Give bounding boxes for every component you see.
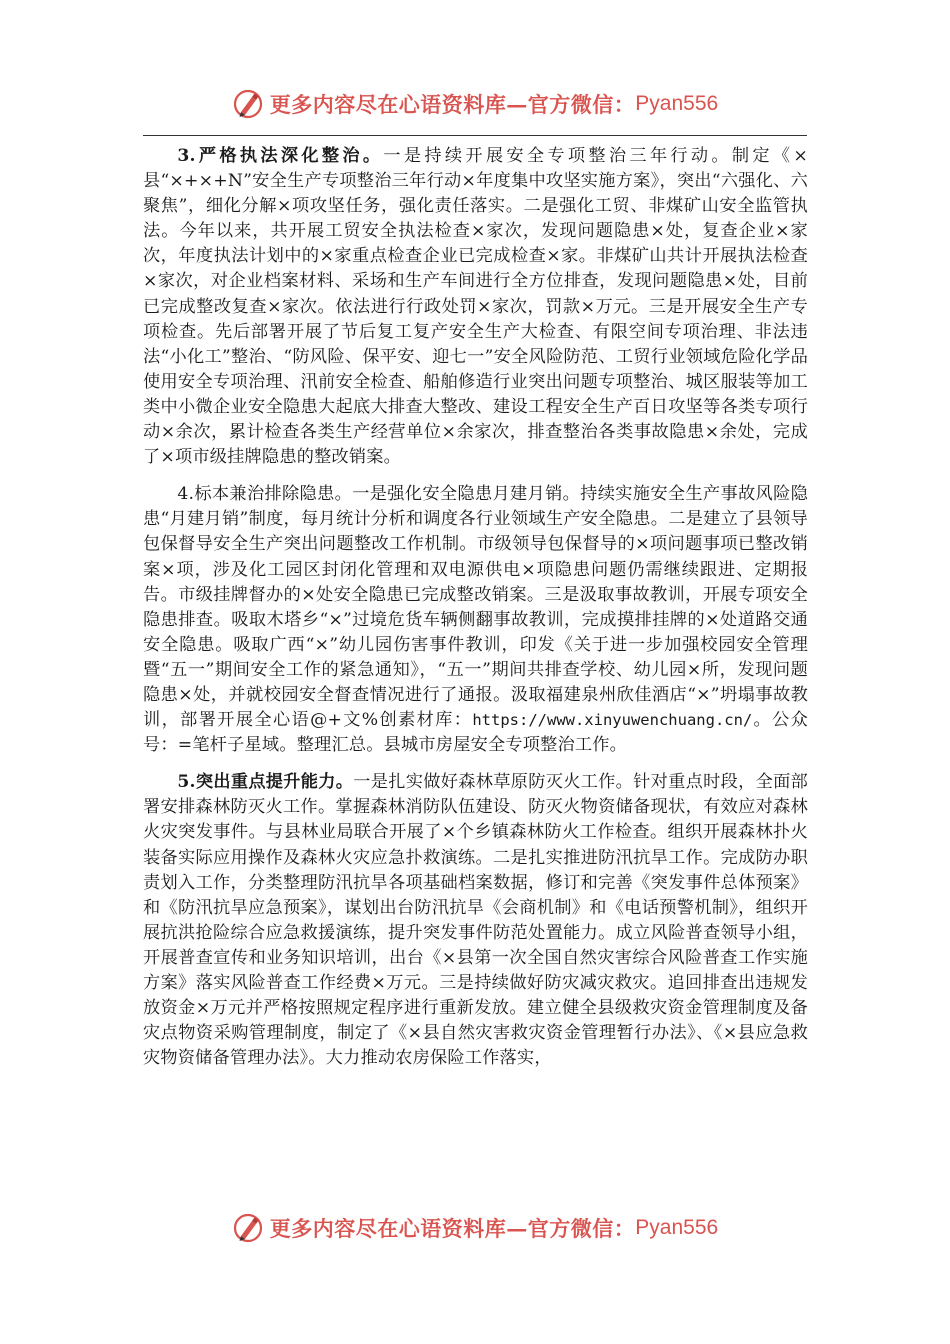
header-banner	[0, 82, 950, 126]
banner-wechat-id: Pyan556	[635, 92, 719, 115]
paragraph-text: 一是持续开展安全专项整治三年行动。制定《×县“×+×+N”安全生产专项整治三年行动×年度集中攻坚实施方案》，突出“六强化、六聚焦”，细化分解×项攻坚任务，强化责任落实。二是强化工贸、非煤矿山安全监管执法。今年以来，共开展工贸安全执法检查×家次，发现问题隐患×处，复查企业×家次，年度执法计划中的×家重点检查企业已完成检查×家。非煤矿山共计开展执法检查×家次，对企业档案材料、采场和生产车间进行全方位排查，发现问题隐患×处，目前已完成整改复查×家次。依法进行行政处罚×家次，罚款×万元。三是开展安全生产专项检查。先后部署开展了节后复工复产安全生产大检查、有限空间专项治理、非法违法“小化工”整治、“防风险、保平安、迎七一”安全风险防范、工贸行业领域危险化学品使用安全专项治理、汛前安全检查、船舶修造行业突出问题专项整治、城区服装等加工类中小微企业安全隐患大起底大排查大整改、建设工程安全生产百日攻坚等各类专项行动×余次，累计检查各类生产经营单位×余家次，排查整治各类事故隐患×余处，完成了×项市级挂牌隐患的整改销案。	[143, 146, 808, 468]
paragraph-5	[143, 770, 808, 1071]
paragraph-text: 一是强化安全隐患月建月销。持续实施安全生产事故风险隐患“月建月销”制度，每月统计分析和调度各行业领域生产安全隐患。二是建立了县领导包保督导安全生产突出问题整改工作机制。市级领导包保督导的×项问题事项已整改销案×项，涉及化工园区封闭化管理和双电源供电×项隐患问题仍需继续跟进、定期报告。市级挂牌督办的×处安全隐患已完成整改销案。三是汲取事故教训，开展专项安全隐患排查。吸取木塔乡“×”过境危货车辆侧翻事故教训，完成摸排挂牌的×处道路交通安全隐患。吸取广西“×”幼儿园伤害事件教训，印发《关于进一步加强校园安全管理暨“五一”期间安全工作的紧急通知》，“五一”期间共排查学校、幼儿园×所，发现问题隐患×处，并就校园安全督查情况进行了通报。汲取福建泉州欣佳酒店“×”坍塌事故教训，部署开展全心语@+文%创素材库：	[143, 484, 809, 731]
paragraph-3	[143, 144, 808, 470]
paragraph-heading: 3.严格执法深化整治。	[177, 146, 384, 166]
header-divider	[143, 135, 807, 136]
paragraph-4	[143, 482, 808, 758]
source-url: https://www.xinyuwenchuang.cn/	[472, 711, 753, 730]
paragraph-text: 一是扎实做好森林草原防灭火工作。针对重点时段，全面部署安排森林防灭火工作。掌握森林消防队伍建设、防灭火物资储备现状，有效应对森林火灾突发事件。与县林业局联合开展了×个乡镇森林防火工作检查。组织开展森林扑火装备实际应用操作及森林火灾应急扑救演练。二是扎实推进防汛抗旱工作。完成防办职责划入工作，分类整理防汛抗旱各项基础档案数据，修订和完善《突发事件总体预案》和《防汛抗旱应急预案》，谋划出台防汛抗旱《会商机制》和《电话预警机制》，组织开展抗洪抢险综合应急救援演练，提升突发事件防范处置能力。成立风险普查领导小组，开展普查宣传和业务知识培训，出台《×县第一次全国自然灾害综合风险普查工作实施方案》落实风险普查工作经费×万元。三是持续做好防灾减灾救灾。追回排查出违规发放资金×万元并严格按照规定程序进行重新发放。建立健全县级救灾资金管理制度及备灾点物资采购管理制度，制定了《×县自然灾害救灾资金管理暂行办法》、《×县应急救灾物资储备管理办法》。大力推动农房保险工作落实，	[143, 772, 808, 1069]
document-body	[143, 144, 808, 1083]
footer-banner	[0, 1206, 950, 1250]
banner-text: 更多内容尽在心语资料库—官方微信：	[269, 92, 636, 117]
pen-logo-icon	[232, 88, 264, 120]
pen-logo-icon	[232, 1212, 264, 1244]
banner-wechat-id: Pyan556	[635, 1216, 719, 1239]
paragraph-heading: 4.标本兼治排除隐患。	[177, 484, 353, 505]
banner-text: 更多内容尽在心语资料库—官方微信：	[269, 1216, 636, 1241]
paragraph-text-tail: 。公众号：=笔杆子星域。整理汇总。县城市房屋安全专项整治工作。	[143, 710, 808, 756]
paragraph-heading: 5.突出重点提升能力。	[177, 772, 354, 793]
